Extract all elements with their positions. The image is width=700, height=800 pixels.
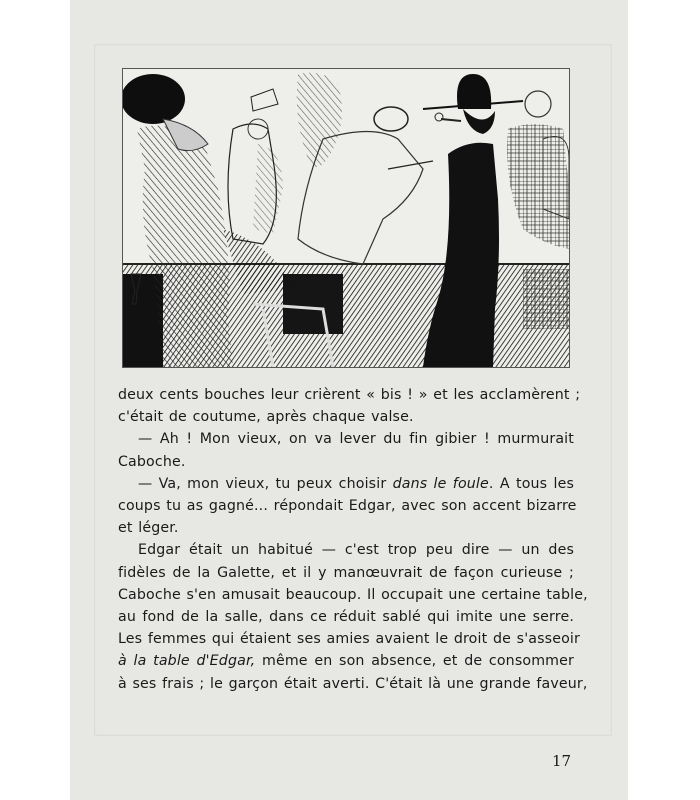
text-line: Caboche. bbox=[118, 453, 186, 470]
paragraph bbox=[118, 384, 581, 428]
paragraph bbox=[118, 539, 588, 694]
text-line: deux cents bouches leur crièrent « bis ! » et les acclamèrent ; bbox=[118, 387, 581, 403]
text-line: et léger. bbox=[118, 520, 179, 537]
dance-hall-scene-image bbox=[123, 69, 569, 367]
text-line: fidèles de la Galette, et il y manœuvrait de façon curieuse ; bbox=[118, 564, 574, 581]
text-line: c'était de coutume, après chaque valse. bbox=[118, 409, 414, 426]
text-line bbox=[118, 473, 574, 495]
text-line bbox=[118, 650, 574, 672]
text-line: — Ah ! Mon vieux, on va lever du fin gibier ! murmurait bbox=[138, 431, 574, 448]
paragraph bbox=[118, 473, 577, 540]
text-line: Les femmes qui étaient ses amies avaient le droit de s'asseoir bbox=[118, 631, 580, 648]
italic-text: à la table d'Edgar, bbox=[118, 653, 256, 670]
text-run: . A tous les bbox=[488, 475, 575, 492]
body-text bbox=[118, 384, 588, 695]
etching-illustration bbox=[122, 68, 570, 368]
page-number: 17 bbox=[552, 752, 572, 770]
text-line: Caboche s'en amusait beaucoup. Il occupait une certaine table, bbox=[118, 586, 588, 603]
paragraph bbox=[118, 428, 574, 472]
text-line: à ses frais ; le garçon était averti. C'était là une grande faveur, bbox=[118, 675, 588, 692]
text-run: même en son absence, et de consommer bbox=[255, 653, 574, 670]
text-line: Edgar était un habitué — c'est trop peu dire — un des bbox=[138, 542, 574, 559]
italic-text: dans le foule bbox=[392, 475, 489, 492]
text-line: au fond de la salle, dans ce réduit sablé qui imite une serre. bbox=[118, 609, 574, 626]
text-line: coups tu as gagné... répondait Edgar, avec son accent bizarre bbox=[118, 498, 577, 515]
text-run: — Va, mon vieux, tu peux choisir bbox=[138, 475, 393, 492]
